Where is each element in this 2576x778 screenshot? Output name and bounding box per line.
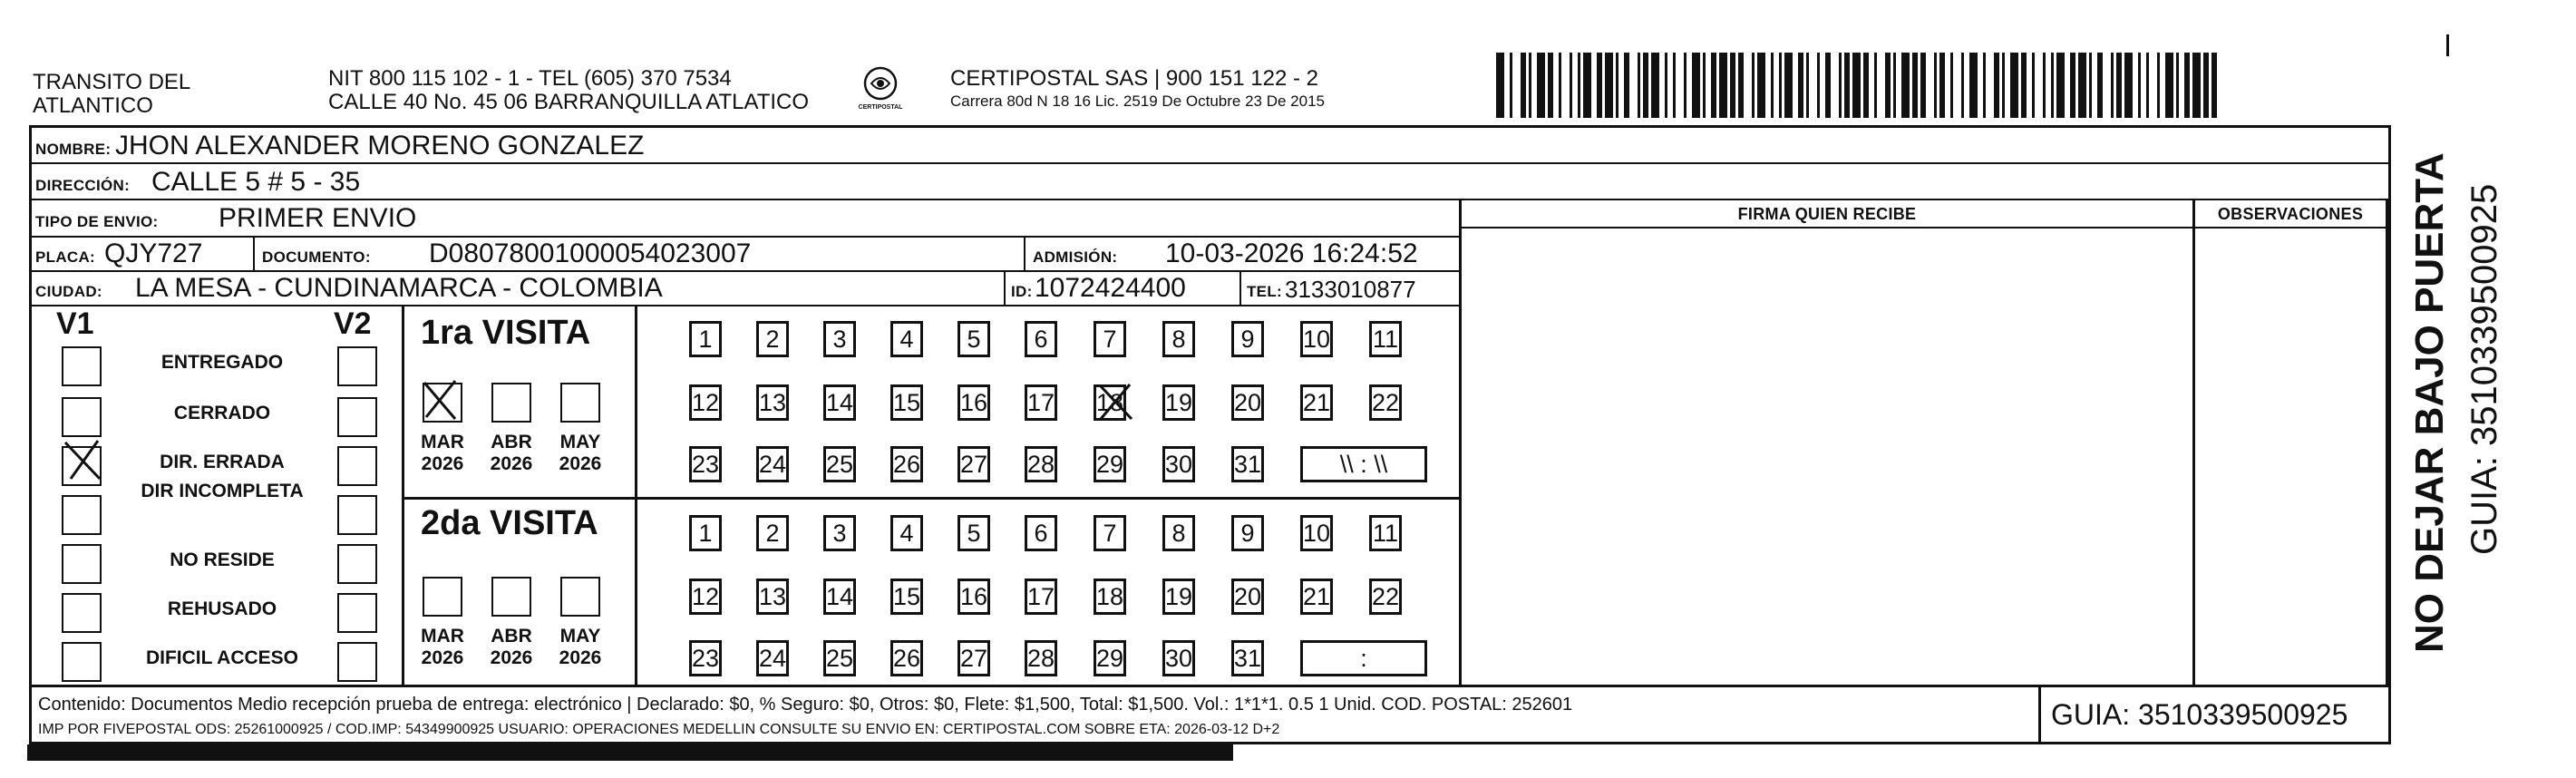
visit2-day-box[interactable]: 19 bbox=[1162, 579, 1195, 615]
visit1-day-box[interactable]: 5 bbox=[957, 321, 990, 357]
visit1-day-box[interactable]: 15 bbox=[890, 384, 923, 421]
visit1-mar-mark bbox=[419, 377, 461, 423]
barcode-bar bbox=[2051, 53, 2054, 118]
v2-checkbox[interactable] bbox=[337, 544, 377, 584]
barcode-bar bbox=[1771, 53, 1774, 118]
ciudad-value: LA MESA - CUNDINAMARCA - COLOMBIA bbox=[135, 273, 663, 303]
firma-label: FIRMA QUIEN RECIBE bbox=[1737, 205, 1917, 223]
month-name: ABR bbox=[491, 626, 532, 647]
visit2-month-checkbox[interactable] bbox=[560, 577, 600, 617]
tipo-value: PRIMER ENVIO bbox=[219, 203, 417, 233]
visit1-day-box[interactable]: 20 bbox=[1231, 384, 1264, 421]
barcode-bar bbox=[1684, 53, 1687, 118]
barcode-bar bbox=[1863, 53, 1869, 118]
barcode-bar bbox=[1950, 53, 1953, 118]
status-option-label: REHUSADO bbox=[167, 598, 277, 619]
v1-label: V1 bbox=[56, 306, 94, 341]
observaciones-label: OBSERVACIONES bbox=[2217, 205, 2364, 223]
barcode-bar bbox=[1624, 53, 1629, 118]
visit1-month-checkbox[interactable] bbox=[560, 383, 600, 423]
side-no-dejar: NO DEJAR BAJO PUERTA bbox=[2407, 152, 2452, 653]
barcode-bar bbox=[1939, 53, 1945, 118]
barcode-bar bbox=[1711, 53, 1716, 118]
visit2-day-box[interactable]: 15 bbox=[890, 579, 923, 615]
barcode-bar bbox=[2138, 53, 2141, 118]
barcode-bar bbox=[2157, 53, 2160, 118]
side-guia: GUIA: 3510339500925 bbox=[2464, 183, 2504, 555]
visit1-day-box[interactable]: 24 bbox=[756, 446, 789, 482]
visit1-day-box[interactable]: 18 bbox=[1094, 384, 1126, 421]
visit2-month-label bbox=[481, 626, 542, 669]
barcode-bar bbox=[1934, 53, 1937, 118]
status-option-label: ENTREGADO bbox=[160, 352, 284, 373]
barcode-bar bbox=[1779, 53, 1782, 118]
barcode-bar bbox=[1521, 53, 1526, 118]
barcode-bar bbox=[1969, 53, 1978, 118]
barcode-bar bbox=[2097, 53, 2103, 118]
visit2-day-box[interactable]: 27 bbox=[957, 640, 990, 676]
month-year: 2026 bbox=[490, 453, 533, 474]
month-name: ABR bbox=[491, 432, 532, 452]
v2-checkbox[interactable] bbox=[337, 346, 377, 386]
barcode-bar bbox=[1597, 53, 1602, 118]
barcode-bar bbox=[1651, 53, 1659, 118]
visit2-day-box[interactable]: 24 bbox=[756, 640, 789, 676]
barcode-bar bbox=[2146, 53, 2149, 118]
visit2-day-box[interactable]: 11 bbox=[1369, 515, 1402, 551]
tipo-row: TIPO DE ENVIO: PRIMER ENVIO bbox=[32, 200, 1461, 238]
visit1-day-box[interactable]: 10 bbox=[1300, 321, 1333, 357]
barcode-bar bbox=[2124, 53, 2133, 118]
barcode-bar bbox=[1738, 53, 1744, 118]
visit1-day-box[interactable]: 4 bbox=[890, 321, 923, 357]
visit2-title: 2da VISITA bbox=[421, 504, 598, 542]
visit2-day-box[interactable]: 20 bbox=[1231, 579, 1264, 615]
visit2-day-box[interactable]: 8 bbox=[1162, 515, 1195, 551]
visit2-day-box[interactable]: 28 bbox=[1025, 640, 1057, 676]
issuer-contact: NIT 800 115 102 - 1 - TEL (605) 370 7534 CALLE 40 No. 45 06 BARRANQUILLA ATLATICO bbox=[328, 66, 810, 114]
visit1-day-box[interactable]: 8 bbox=[1162, 321, 1195, 357]
documento-value: D08078001000054023007 bbox=[429, 238, 752, 268]
visit2-day-box[interactable]: 22 bbox=[1369, 579, 1402, 615]
certipostal-logo: CERTIPOSTAL bbox=[854, 65, 907, 111]
barcode-bar bbox=[2002, 53, 2005, 118]
barcode-bar bbox=[1901, 53, 1910, 118]
barcode-bar bbox=[1994, 53, 1999, 118]
visit1-day-box[interactable]: 19 bbox=[1162, 384, 1195, 421]
month-year: 2026 bbox=[490, 647, 533, 668]
footer-imp: IMP POR FIVEPOSTAL ODS: 25261000925 / COD.IMP: 54349900925 USUARIO: OPERACIONES MEDELLIN CONSULTE SU ENVIO EN: CERTIPOSTAL.COM SOBRE ETA: 2026-03-12 D+2 bbox=[38, 722, 1280, 737]
barcode-bar bbox=[1920, 53, 1926, 118]
month-year: 2026 bbox=[559, 453, 602, 474]
barcode bbox=[1496, 53, 2212, 118]
barcode-bar bbox=[1885, 53, 1891, 118]
visit2-day-box[interactable]: 12 bbox=[689, 579, 722, 615]
divider-months bbox=[635, 306, 637, 685]
visit2-day-box[interactable]: 7 bbox=[1094, 515, 1126, 551]
nombre-row: NOMBRE: JHON ALEXANDER MORENO GONZALEZ bbox=[32, 128, 2388, 164]
visit1-day-box[interactable]: 11 bbox=[1369, 321, 1402, 357]
visit1-day-box[interactable]: 6 bbox=[1025, 321, 1057, 357]
v2-label: V2 bbox=[334, 306, 372, 341]
visit1-day-box[interactable]: 27 bbox=[957, 446, 990, 482]
divider-guia bbox=[2038, 687, 2041, 744]
barcode-bar bbox=[1757, 53, 1765, 118]
visit2-day-box[interactable]: 3 bbox=[823, 515, 856, 551]
barcode-bar bbox=[1559, 53, 1561, 118]
visit2-day-box[interactable]: 17 bbox=[1025, 579, 1057, 615]
v2-checkbox[interactable] bbox=[337, 642, 377, 682]
visit1-day-box[interactable]: 30 bbox=[1162, 446, 1195, 482]
v1-checkbox[interactable] bbox=[62, 397, 102, 437]
visit2-day-box[interactable]: 13 bbox=[756, 579, 789, 615]
barcode-bar bbox=[1673, 53, 1676, 118]
visit2-day-box[interactable]: 31 bbox=[1231, 640, 1264, 676]
status-option-label: NO RESIDE bbox=[170, 549, 275, 570]
visit2-day-box[interactable]: 29 bbox=[1094, 640, 1126, 676]
visit1-day-box[interactable]: 17 bbox=[1025, 384, 1057, 421]
id-value: 1072424400 bbox=[1035, 273, 1186, 303]
visit1-day-box[interactable]: 9 bbox=[1231, 321, 1264, 357]
barcode-bar bbox=[1548, 53, 1553, 118]
barcode-bar bbox=[2089, 53, 2092, 118]
barcode-bar bbox=[1844, 53, 1850, 118]
visit1-time-box[interactable]: \\ : \\ bbox=[1300, 446, 1427, 482]
barcode-bar bbox=[2211, 53, 2217, 118]
visit2-day-box[interactable]: 9 bbox=[1231, 515, 1264, 551]
barcode-bar bbox=[1616, 53, 1619, 118]
barcode-bar bbox=[2192, 53, 2201, 118]
v1-checkbox[interactable] bbox=[62, 642, 102, 682]
visit2-month-checkbox[interactable] bbox=[423, 577, 462, 617]
visit1-day-box[interactable]: 21 bbox=[1300, 384, 1333, 421]
visit1-day-box[interactable]: 14 bbox=[823, 384, 856, 421]
visit2-day-box[interactable]: 1 bbox=[689, 515, 722, 551]
visit1-month-label bbox=[412, 432, 473, 475]
visit2-day-box[interactable]: 18 bbox=[1094, 579, 1126, 615]
barcode-bar bbox=[1583, 53, 1591, 118]
barcode-bar bbox=[2176, 53, 2179, 118]
barcode-bar bbox=[2203, 53, 2209, 118]
visit1-day-box[interactable]: 1 bbox=[689, 321, 722, 357]
visit2-day-box[interactable]: 16 bbox=[957, 579, 990, 615]
divider-footer bbox=[32, 685, 2388, 687]
visit2-day-box[interactable]: 26 bbox=[890, 640, 923, 676]
barcode-bar bbox=[1798, 53, 1803, 118]
visit2-month-label bbox=[412, 626, 473, 669]
tick-mark bbox=[2446, 34, 2449, 56]
month-name: MAR bbox=[421, 626, 464, 647]
barcode-bar bbox=[1893, 53, 1896, 118]
barcode-bar bbox=[1605, 53, 1613, 118]
barcode-bar bbox=[2078, 53, 2086, 118]
visit1-day-box[interactable]: 25 bbox=[823, 446, 856, 482]
visit1-day-box[interactable]: 3 bbox=[823, 321, 856, 357]
visit2-day-box[interactable]: 25 bbox=[823, 640, 856, 676]
barcode-bar bbox=[1961, 53, 1964, 118]
visit2-day-box[interactable]: 23 bbox=[689, 640, 722, 676]
nombre-value: JHON ALEXANDER MORENO GONZALEZ bbox=[115, 131, 645, 160]
visit1-day-box[interactable]: 26 bbox=[890, 446, 923, 482]
divider-visits bbox=[404, 497, 1461, 500]
placa-row: PLACA: QJY727 DOCUMENTO: D08078001000054023007 ADMISIÓN: 10-03-2026 16:24:52 bbox=[32, 238, 1461, 272]
direccion-row: DIRECCIÓN: CALLE 5 # 5 - 35 bbox=[32, 164, 2388, 200]
barcode-bar bbox=[1874, 53, 1877, 118]
barcode-bar bbox=[1806, 53, 1809, 118]
ciudad-row: CIUDAD: LA MESA - CUNDINAMARCA - COLOMBIA ID: 1072424400 TEL: 3133010877 bbox=[32, 272, 1461, 306]
visit1-day-box[interactable]: 28 bbox=[1025, 446, 1057, 482]
v1-checkbox[interactable] bbox=[62, 346, 102, 386]
visit1-day-box[interactable]: 23 bbox=[689, 446, 722, 482]
barcode-bar bbox=[2111, 53, 2114, 118]
visit1-day-box[interactable]: 31 bbox=[1231, 446, 1264, 482]
v1-dir-errada-mark bbox=[62, 439, 103, 481]
barcode-bar bbox=[1537, 53, 1545, 118]
visit1-day-box[interactable]: 29 bbox=[1094, 446, 1126, 482]
barcode-bar bbox=[1852, 53, 1861, 118]
v2-checkbox[interactable] bbox=[337, 495, 377, 535]
barcode-bar bbox=[1578, 53, 1580, 118]
status-option-label: DIR INCOMPLETA bbox=[141, 481, 304, 501]
barcode-bar bbox=[1665, 53, 1667, 118]
visit2-day-box[interactable]: 21 bbox=[1300, 579, 1333, 615]
barcode-bar bbox=[2116, 53, 2122, 118]
divider-right bbox=[2386, 200, 2388, 685]
divider-status bbox=[402, 306, 404, 685]
barcode-bar bbox=[1983, 53, 1986, 118]
barcode-bar bbox=[1912, 53, 1918, 118]
v1-checkbox[interactable] bbox=[62, 495, 102, 535]
visit2-day-box[interactable]: 14 bbox=[823, 579, 856, 615]
tel-value: 3133010877 bbox=[1285, 276, 1416, 303]
visit2-day-box[interactable]: 4 bbox=[890, 515, 923, 551]
visit1-month-checkbox[interactable] bbox=[491, 383, 531, 423]
barcode-bar bbox=[1570, 53, 1572, 118]
barcode-bar bbox=[1839, 53, 1842, 118]
bottom-shadow bbox=[27, 744, 1233, 761]
visit2-time-box[interactable]: : bbox=[1300, 640, 1427, 676]
visit1-title: 1ra VISITA bbox=[421, 314, 591, 352]
barcode-bar bbox=[2032, 53, 2035, 118]
visit1-day-box[interactable]: 12 bbox=[689, 384, 722, 421]
barcode-bar bbox=[2043, 53, 2046, 118]
v2-checkbox[interactable] bbox=[337, 593, 377, 633]
barcode-bar bbox=[1719, 53, 1727, 118]
barcode-bar bbox=[1638, 53, 1640, 118]
month-name: MAR bbox=[421, 432, 464, 452]
visit2-month-checkbox[interactable] bbox=[491, 577, 531, 617]
visit2-day-box[interactable]: 30 bbox=[1162, 640, 1195, 676]
barcode-bar bbox=[2021, 53, 2027, 118]
footer-contenido: Contenido: Documentos Medio recepción prueba de entrega: electrónico | Declarado: $0, % Seguro: $0, Otros: $0, Flete: $1,500, Total: $1,500. Vol.: 1*1*1. 0.5 1 Unid. COD. POSTAL: 252601 bbox=[38, 695, 1573, 715]
barcode-bar bbox=[1510, 53, 1512, 118]
visit1-month-label bbox=[549, 432, 611, 475]
placa-value: QJY727 bbox=[104, 238, 203, 268]
visit1-day-box[interactable]: 13 bbox=[756, 384, 789, 421]
barcode-bar bbox=[2056, 53, 2065, 118]
visit1-day-box[interactable]: 22 bbox=[1369, 384, 1402, 421]
admision-value: 10-03-2026 16:24:52 bbox=[1165, 238, 1418, 268]
month-year: 2026 bbox=[421, 647, 464, 668]
v2-checkbox[interactable] bbox=[337, 397, 377, 437]
month-name: MAY bbox=[559, 626, 601, 647]
status-option-label: CERRADO bbox=[173, 403, 271, 423]
month-year: 2026 bbox=[421, 453, 464, 474]
visit2-day-box[interactable]: 6 bbox=[1025, 515, 1057, 551]
status-option-label: DIR. ERRADA bbox=[160, 452, 285, 472]
barcode-bar bbox=[1643, 53, 1648, 118]
visit1-day-box[interactable]: 7 bbox=[1094, 321, 1126, 357]
issuer-name: TRANSITO DEL ATLANTICO bbox=[33, 70, 191, 118]
visit1-day-box[interactable]: 16 bbox=[957, 384, 990, 421]
barcode-bar bbox=[1529, 53, 1531, 118]
visit2-day-box[interactable]: 2 bbox=[756, 515, 789, 551]
barcode-bar bbox=[2070, 53, 2075, 118]
v1-checkbox[interactable] bbox=[62, 593, 102, 633]
visit2-day-box[interactable]: 5 bbox=[957, 515, 990, 551]
barcode-bar bbox=[1817, 53, 1820, 118]
barcode-bar bbox=[1496, 53, 1504, 118]
status-option-label: DIFICIL ACCESO bbox=[145, 647, 298, 668]
month-name: MAY bbox=[559, 432, 601, 452]
visit1-day18-mark bbox=[1095, 381, 1137, 423]
barcode-bar bbox=[1752, 53, 1755, 118]
divider-obs bbox=[2192, 200, 2195, 685]
barcode-bar bbox=[1730, 53, 1735, 118]
barcode-bar bbox=[1692, 53, 1700, 118]
company-info: CERTIPOSTAL SAS | 900 151 122 - 2 Carrera 80d N 18 16 Lic. 2519 De Octubre 23 De 2015 bbox=[950, 66, 1325, 110]
visit2-day-box[interactable]: 10 bbox=[1300, 515, 1333, 551]
barcode-bar bbox=[2165, 53, 2173, 118]
guia-box: GUIA: 3510339500925 bbox=[2051, 698, 2348, 731]
visit2-month-label bbox=[549, 626, 611, 669]
v2-checkbox[interactable] bbox=[337, 446, 377, 486]
v1-checkbox[interactable] bbox=[62, 544, 102, 584]
barcode-bar bbox=[1784, 53, 1793, 118]
visit1-day-box[interactable]: 2 bbox=[756, 321, 789, 357]
barcode-bar bbox=[2184, 53, 2190, 118]
barcode-bar bbox=[1703, 53, 1706, 118]
barcode-bar bbox=[1825, 53, 1831, 118]
month-year: 2026 bbox=[559, 647, 602, 668]
barcode-bar bbox=[2010, 53, 2018, 118]
visit1-month-label bbox=[481, 432, 542, 475]
direccion-value: CALLE 5 # 5 - 35 bbox=[151, 167, 361, 197]
receipt-header-line bbox=[1462, 227, 2388, 229]
